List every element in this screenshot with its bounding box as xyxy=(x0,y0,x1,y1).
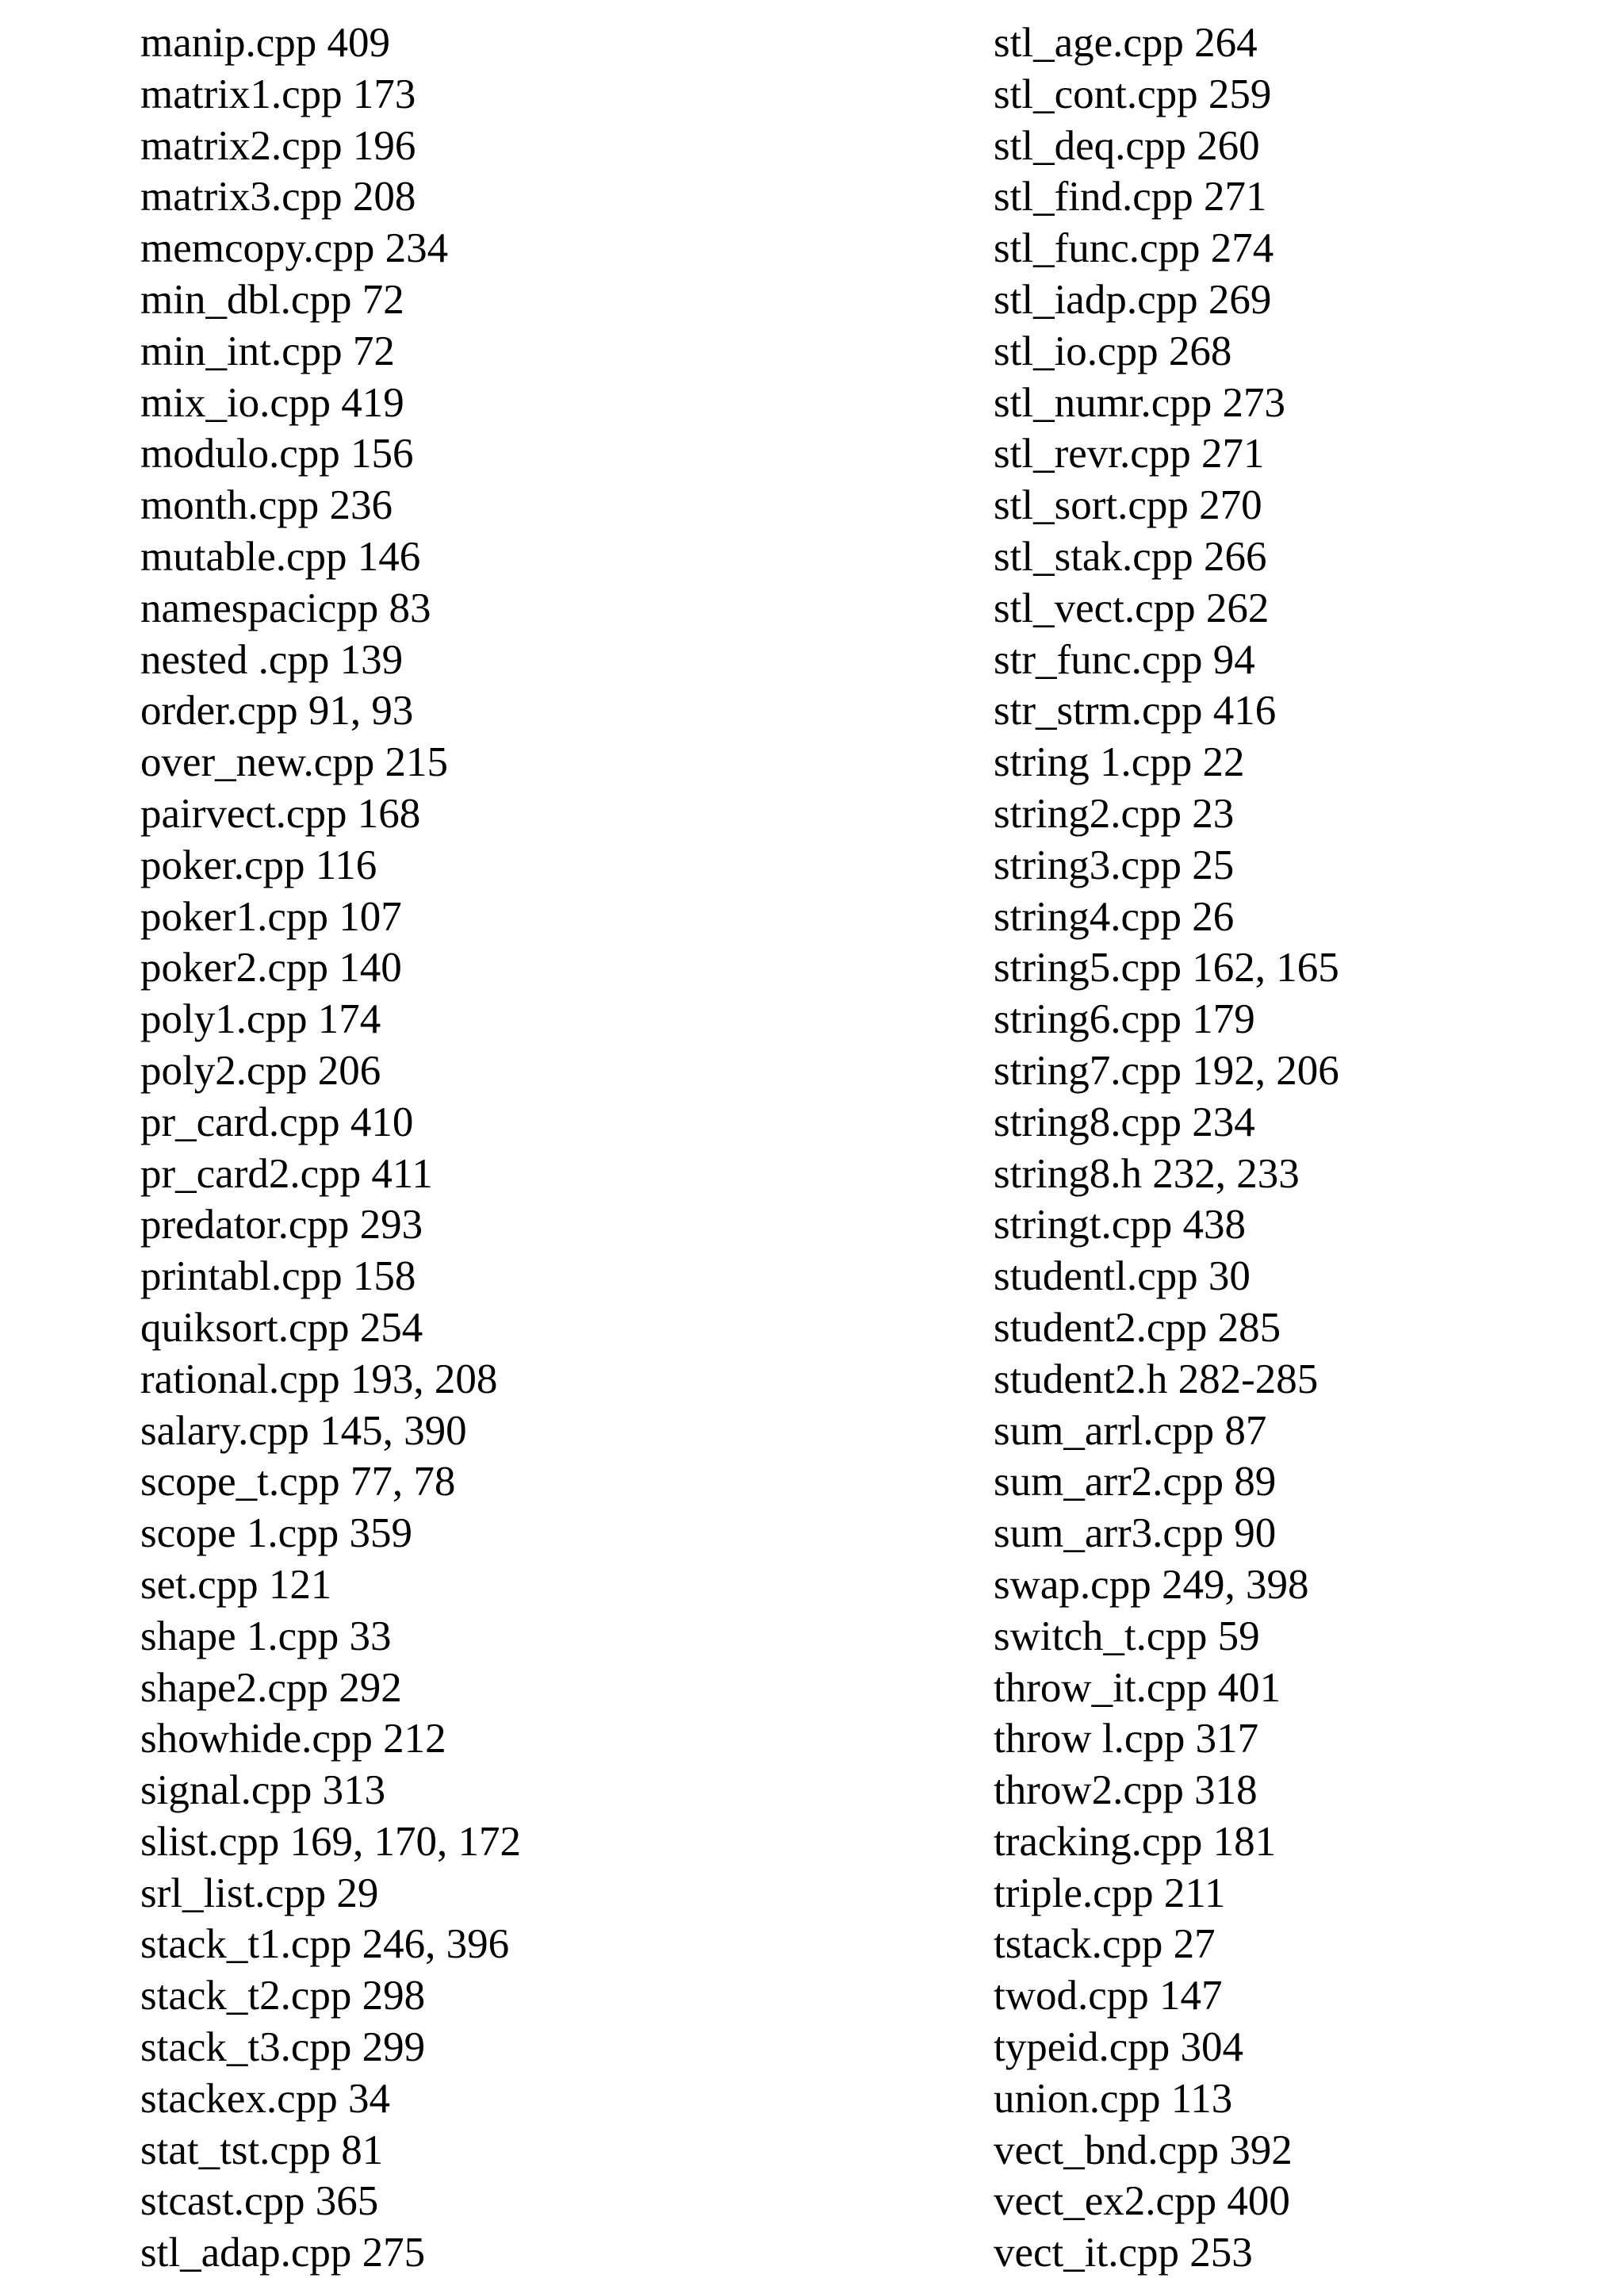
index-entry: stcast.cpp 365 xyxy=(140,2178,379,2225)
index-entry: mix_io.cpp 419 xyxy=(140,379,404,426)
index-entry: string7.cpp 192, 206 xyxy=(994,1047,1339,1094)
index-entry: swap.cpp 249, 398 xyxy=(994,1561,1309,1608)
index-entry: scope_t.cpp 77, 78 xyxy=(140,1459,456,1505)
index-entry: student2.h 282-285 xyxy=(994,1356,1319,1402)
index-entry: stl_age.cpp 264 xyxy=(994,20,1258,66)
index-entry: modulo.cpp 156 xyxy=(140,431,414,477)
index-entry: stl_func.cpp 274 xyxy=(994,225,1274,272)
index-entry: tracking.cpp 181 xyxy=(994,1818,1277,1865)
index-entry: stl_deq.cpp 260 xyxy=(994,122,1260,169)
index-entry: string 1.cpp 22 xyxy=(994,739,1245,786)
index-entry: set.cpp 121 xyxy=(140,1561,332,1608)
index-entry: min_int.cpp 72 xyxy=(140,328,395,374)
index-entry: over_new.cpp 215 xyxy=(140,739,449,786)
index-entry: poker1.cpp 107 xyxy=(140,893,402,940)
index-entry: string8.h 232, 233 xyxy=(994,1150,1300,1197)
index-entry: stringt.cpp 438 xyxy=(994,1202,1246,1248)
index-entry: sum_arrl.cpp 87 xyxy=(994,1407,1267,1454)
index-entry: matrix1.cpp 173 xyxy=(140,71,416,117)
index-entry: stack_t3.cpp 299 xyxy=(140,2024,426,2071)
index-entry: matrix3.cpp 208 xyxy=(140,174,416,221)
index-entry: slist.cpp 169, 170, 172 xyxy=(140,1818,521,1865)
index-entry: pairvect.cpp 168 xyxy=(140,790,421,837)
index-entry: stack_t2.cpp 298 xyxy=(140,1973,426,2019)
index-entry: order.cpp 91, 93 xyxy=(140,688,414,734)
index-entry: studentl.cpp 30 xyxy=(994,1253,1251,1300)
index-entry: manip.cpp 409 xyxy=(140,20,390,66)
index-entry: vect_bnd.cpp 392 xyxy=(994,2127,1293,2173)
index-entry: str_func.cpp 94 xyxy=(994,636,1255,683)
index-entry: shape 1.cpp 33 xyxy=(140,1613,392,1659)
index-entry: srl_list.cpp 29 xyxy=(140,1870,379,1916)
index-left-column xyxy=(140,17,933,2279)
index-entry: printabl.cpp 158 xyxy=(140,1253,416,1300)
index-entry: poker.cpp 116 xyxy=(140,842,377,888)
index-entry: pr_card2.cpp 411 xyxy=(140,1150,433,1197)
index-entry: vect_ex2.cpp 400 xyxy=(994,2178,1290,2225)
index-entry: throw l.cpp 317 xyxy=(994,1716,1259,1762)
index-entry: string6.cpp 179 xyxy=(994,996,1255,1043)
index-entry: stl_io.cpp 268 xyxy=(994,328,1232,374)
index-entry: nested .cpp 139 xyxy=(140,636,404,683)
index-entry: namespacicpp 83 xyxy=(140,585,431,631)
index-entry: salary.cpp 145, 390 xyxy=(140,1407,467,1454)
index-entry: quiksort.cpp 254 xyxy=(140,1304,423,1351)
index-entry: stl_adap.cpp 275 xyxy=(140,2230,426,2276)
index-entry: poly1.cpp 174 xyxy=(140,996,381,1043)
index-entry: stl_stak.cpp 266 xyxy=(994,533,1267,580)
index-entry: stl_revr.cpp 271 xyxy=(994,431,1265,477)
index-entry: showhide.cpp 212 xyxy=(140,1716,446,1762)
index-entry: str_strm.cpp 416 xyxy=(994,688,1277,734)
index-entry: sum_arr3.cpp 90 xyxy=(994,1510,1277,1557)
index-entry: mutable.cpp 146 xyxy=(140,533,421,580)
index-entry: switch_t.cpp 59 xyxy=(994,1613,1260,1659)
index-entry: stackex.cpp 34 xyxy=(140,2075,390,2122)
index-entry: stl_find.cpp 271 xyxy=(994,174,1267,221)
index-entry: stat_tst.cpp 81 xyxy=(140,2127,384,2173)
index-entry: typeid.cpp 304 xyxy=(994,2024,1243,2071)
index-entry: string2.cpp 23 xyxy=(994,790,1235,837)
index-entry: tstack.cpp 27 xyxy=(994,1921,1216,1968)
index-right-column xyxy=(994,17,1612,2279)
index-entry: min_dbl.cpp 72 xyxy=(140,276,404,323)
index-entry: scope 1.cpp 359 xyxy=(140,1510,412,1557)
index-entry: matrix2.cpp 196 xyxy=(140,122,416,169)
index-entry: poker2.cpp 140 xyxy=(140,945,402,991)
index-entry: stl_sort.cpp 270 xyxy=(994,482,1262,529)
index-entry: vect_it.cpp 253 xyxy=(994,2230,1253,2276)
index-entry: string4.cpp 26 xyxy=(994,893,1235,940)
index-entry: student2.cpp 285 xyxy=(994,1304,1281,1351)
index-entry: triple.cpp 211 xyxy=(994,1870,1226,1916)
index-entry: shape2.cpp 292 xyxy=(140,1664,402,1711)
index-entry: month.cpp 236 xyxy=(140,482,393,529)
index-entry: stack_t1.cpp 246, 396 xyxy=(140,1921,510,1968)
index-entry: stl_iadp.cpp 269 xyxy=(994,276,1272,323)
index-entry: throw2.cpp 318 xyxy=(994,1767,1258,1814)
index-entry: string8.cpp 234 xyxy=(994,1099,1255,1145)
index-entry: rational.cpp 193, 208 xyxy=(140,1356,498,1402)
index-entry: signal.cpp 313 xyxy=(140,1767,386,1814)
index-entry: union.cpp 113 xyxy=(994,2075,1233,2122)
index-entry: poly2.cpp 206 xyxy=(140,1047,381,1094)
index-entry: sum_arr2.cpp 89 xyxy=(994,1459,1277,1505)
index-entry: twod.cpp 147 xyxy=(994,1973,1223,2019)
index-entry: stl_cont.cpp 259 xyxy=(994,71,1272,117)
index-entry: string5.cpp 162, 165 xyxy=(994,945,1339,991)
index-entry: memcopy.cpp 234 xyxy=(140,225,449,272)
index-entry: predator.cpp 293 xyxy=(140,1202,423,1248)
index-entry: string3.cpp 25 xyxy=(994,842,1235,888)
index-entry: stl_numr.cpp 273 xyxy=(994,379,1286,426)
index-entry: pr_card.cpp 410 xyxy=(140,1099,414,1145)
index-entry: stl_vect.cpp 262 xyxy=(994,585,1270,631)
index-entry: throw_it.cpp 401 xyxy=(994,1664,1281,1711)
